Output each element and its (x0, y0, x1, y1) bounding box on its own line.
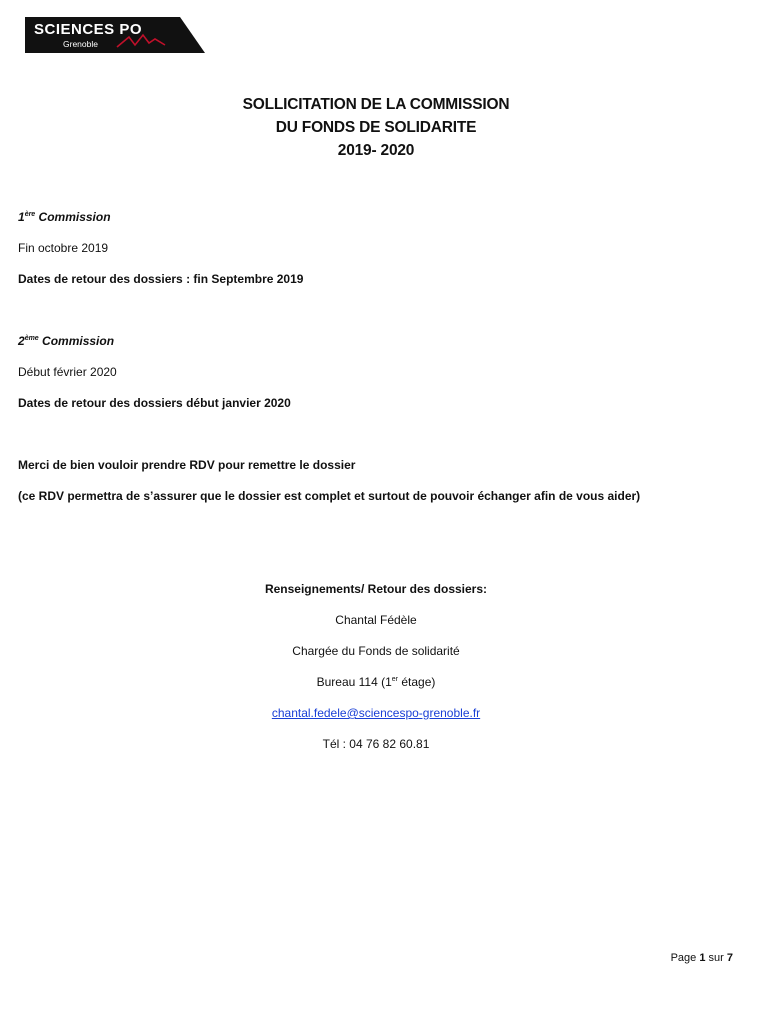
logo-name: SCIENCES PO (34, 21, 143, 38)
contact-heading: Renseignements/ Retour des dossiers: (264, 582, 488, 596)
contact-email-row (0, 705, 752, 721)
commission-2-date: Début février 2020 (18, 365, 117, 379)
title-line-3: 2019- 2020 (337, 142, 415, 159)
contact-office (0, 674, 752, 690)
contact-office-prefix: Bureau 114 (1 (316, 675, 392, 689)
title-line-2: DU FONDS DE SOLIDARITE (275, 119, 477, 136)
contact-phone: Tél : 04 76 82 60.81 (322, 737, 430, 751)
document-title (0, 93, 752, 162)
page-number (671, 952, 733, 964)
commission-2-number: 2 (18, 334, 25, 348)
logo-city: Grenoble (63, 39, 98, 49)
commission-1-number: 1 (18, 210, 25, 224)
notice-line-2: (ce RDV permettra de s’assurer que le dossier est complet et surtout de pouvoir échanger afin de vous aider) (18, 489, 641, 503)
commission-2-heading (18, 333, 738, 349)
commission-1-return: Dates de retour des dossiers : fin Septembre 2019 (18, 272, 304, 286)
sciences-po-logo (25, 17, 205, 53)
contact-office-suffix: étage) (398, 675, 436, 689)
commission-1-sup: ère (24, 211, 36, 218)
commission-2-sup: ème (24, 335, 39, 342)
commission-1-date: Fin octobre 2019 (18, 241, 109, 255)
commission-2-label: Commission (38, 334, 115, 348)
commission-1-heading (18, 209, 738, 225)
contact-role: Chargée du Fonds de solidarité (292, 644, 460, 658)
contact-name: Chantal Fédèle (335, 613, 417, 627)
notice-line-1: Merci de bien vouloir prendre RDV pour remettre le dossier (18, 458, 356, 472)
title-line-1: SOLLICITATION DE LA COMMISSION (242, 96, 510, 113)
contact-office-sup: er (391, 676, 399, 683)
commission-2-return: Dates de retour des dossiers début janvier 2020 (18, 396, 291, 410)
contact-email-link[interactable]: chantal.fedele@sciencespo-grenoble.fr (271, 706, 481, 720)
commission-1-label: Commission (35, 210, 111, 224)
page-word: Page (670, 952, 700, 964)
page-sep: sur (705, 952, 727, 964)
page-current: 1 (699, 952, 706, 964)
page-total: 7 (726, 952, 733, 964)
